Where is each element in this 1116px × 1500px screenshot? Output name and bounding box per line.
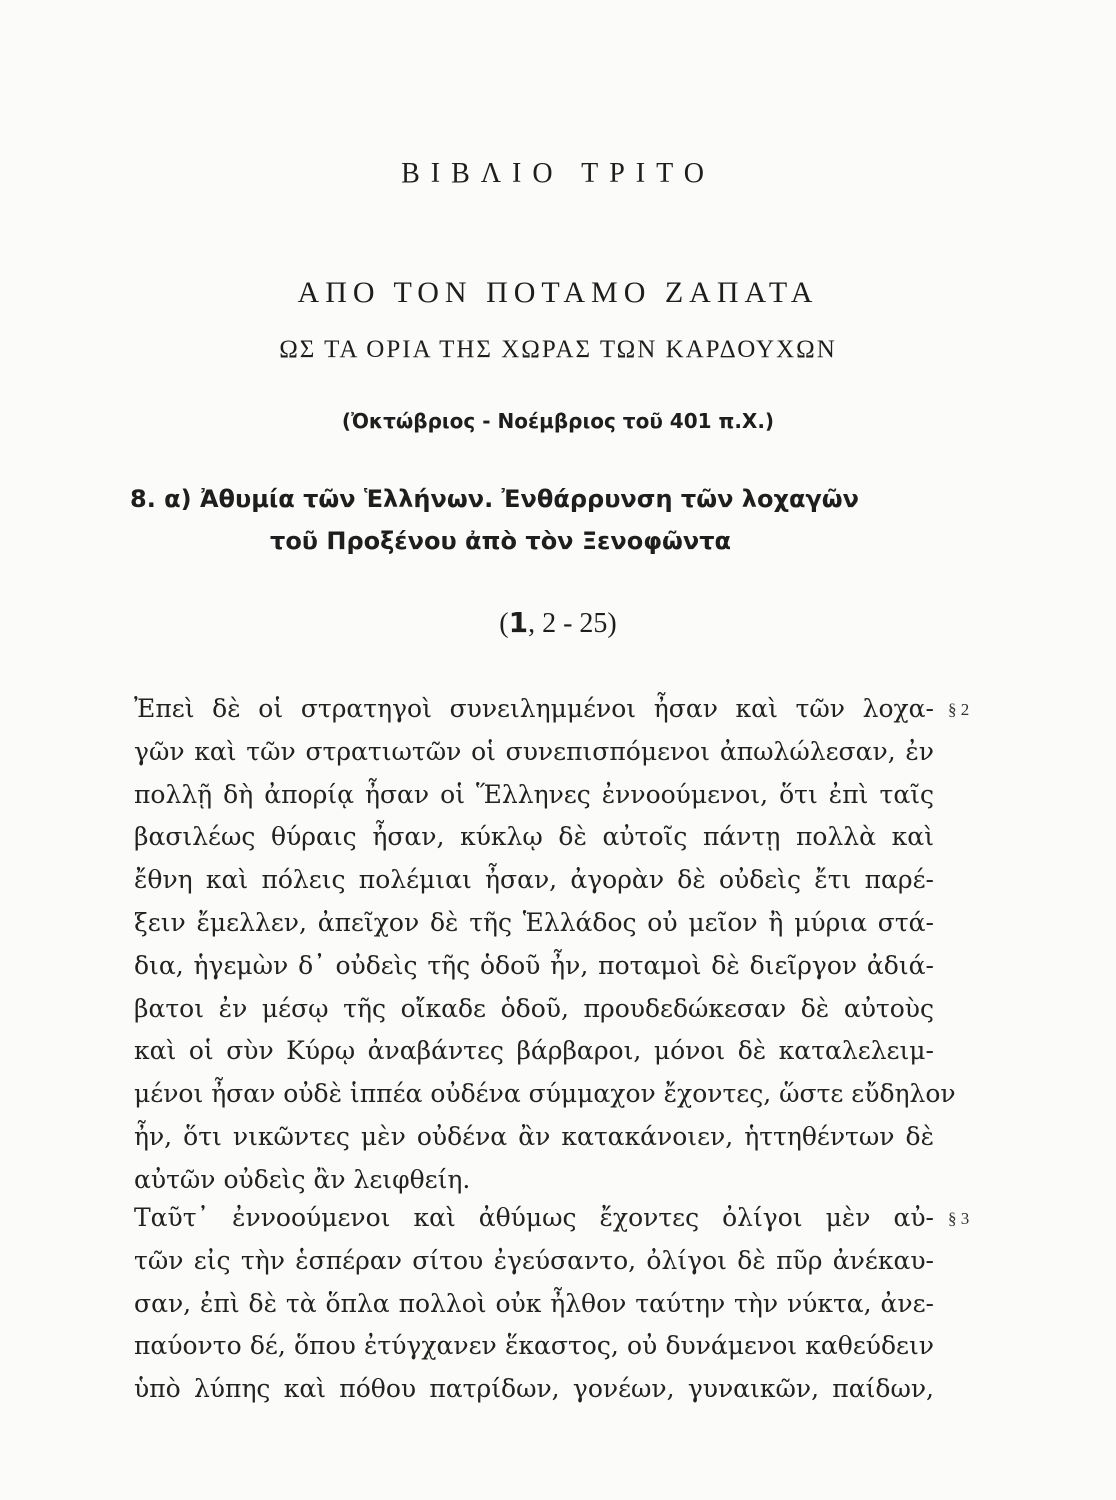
section-heading-line1: 8. α) Ἀθυμία τῶν Ἑλλήνων. Ἐνθάρρυνση τῶν λοχαγῶν bbox=[130, 485, 859, 513]
paragraph-line: τῶν εἰς τὴν ἑσπέραν σίτου ἐγεύσαντο, ὀλίγοι δὲ πῦρ ἀνέκαυ- bbox=[134, 1245, 934, 1275]
chapter-title-line1: ΑΠΟ ΤΟΝ ΠΟΤΑΜΟ ΖΑΠΑΤΑ bbox=[297, 276, 819, 309]
section-heading bbox=[130, 478, 990, 562]
paragraph-line: σαν, ἐπὶ δὲ τὰ ὅπλα πολλοὶ οὐκ ἦλθον ταύτην τὴν νύκτα, ἀνε- bbox=[134, 1288, 934, 1318]
paragraph-1 bbox=[134, 688, 956, 1202]
paragraph-line: ἦν, ὅτι νικῶντες μὲν οὐδένα ἂν κατακάνοιεν, ἡττηθέντων δὲ bbox=[134, 1121, 934, 1151]
paragraph-line: δια, ἡγεμὼν δ᾽ οὐδεὶς τῆς ὁδοῦ ἦν, ποταμοὶ δὲ διεῖργον ἀδιά- bbox=[134, 950, 934, 980]
paragraph-2 bbox=[134, 1197, 934, 1411]
book-title: ΒΙΒΛΙΟ ΤΡΙΤΟ bbox=[401, 158, 715, 189]
paragraph-line: Ἐπεὶ δὲ οἱ στρατηγοὶ συνειλημμένοι ἦσαν καὶ τῶν λοχα- bbox=[134, 694, 934, 723]
paragraph-line: αὐτῶν οὐδεὶς ἂν λειφθείη. bbox=[134, 1164, 471, 1194]
section-marker-3: § 3 bbox=[948, 1209, 970, 1228]
paragraph-line: ὑπὸ λύπης καὶ πόθου πατρίδων, γονέων, γυναικῶν, παίδων, bbox=[134, 1374, 934, 1404]
paragraph-line: μένοι ἦσαν οὐδὲ ἱππέα οὐδένα σύμμαχον ἔχοντες, ὥστε εὔδηλον bbox=[134, 1079, 956, 1109]
passage-ref-open: ( bbox=[499, 608, 509, 639]
chapter-title-line2: ΩΣ ΤΑ ΟΡΙΑ ΤΗΣ ΧΩΡΑΣ ΤΩΝ ΚΑΡΔΟΥΧΩΝ bbox=[279, 336, 837, 363]
paragraph-line: ξειν ἔμελλεν, ἀπεῖχον δὲ τῆς Ἑλλάδος οὐ μεῖον ἢ μύρια στά- bbox=[134, 907, 934, 937]
chapter-date: (Ὀκτώβριος - Νοέμβριος τοῦ 401 π.Χ.) bbox=[341, 409, 775, 433]
paragraph-line: πολλῇ δὴ ἀπορίᾳ ἦσαν οἱ Ἕλληνες ἐννοούμενοι, ὅτι ἐπὶ ταῖς bbox=[134, 779, 934, 809]
paragraph-line: βατοι ἐν μέσῳ τῆς οἴκαδε ὁδοῦ, προυδεδώκεσαν δὲ αὐτοὺς bbox=[134, 993, 934, 1023]
paragraph-line: ἔθνη καὶ πόλεις πολέμιαι ἦσαν, ἀγορὰν δὲ οὐδεὶς ἔτι παρέ- bbox=[134, 865, 934, 895]
passage-ref-range: , 2 - 25) bbox=[528, 608, 617, 639]
paragraph-line: καὶ οἱ σὺν Κύρῳ ἀναβάντες βάρβαροι, μόνοι δὲ καταλελειμ- bbox=[134, 1036, 934, 1066]
paragraph-line: παύοντο δέ, ὅπου ἐτύγχανεν ἕκαστος, οὐ δυνάμενοι καθεύδειν bbox=[134, 1331, 934, 1361]
passage-reference bbox=[0, 606, 1116, 640]
paragraph-line: βασιλέως θύραις ἦσαν, κύκλῳ δὲ αὐτοῖς πάντῃ πολλὰ καὶ bbox=[134, 822, 934, 852]
section-marker-2: § 2 bbox=[948, 700, 970, 719]
paragraph-line: γῶν καὶ τῶν στρατιωτῶν οἱ συνεπισπόμενοι ἀπωλώλεσαν, ἐν bbox=[134, 736, 934, 766]
paragraph-line: Ταῦτ᾽ ἐννοούμενοι καὶ ἀθύμως ἔχοντες ὀλίγοι μὲν αὐ- bbox=[134, 1203, 934, 1232]
section-heading-line2: τοῦ Προξένου ἀπὸ τὸν Ξενοφῶντα bbox=[270, 527, 732, 555]
passage-ref-book: 1 bbox=[508, 606, 529, 639]
